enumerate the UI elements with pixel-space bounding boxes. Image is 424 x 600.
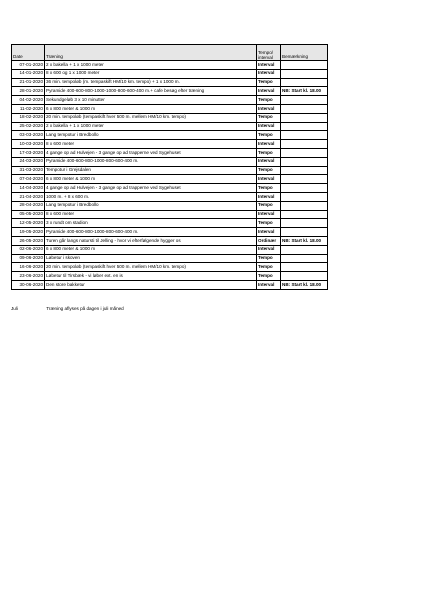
cell-note	[281, 157, 328, 166]
cell-training: 2 x bakella + 1 x 1000 meter	[45, 61, 257, 70]
cell-note	[281, 210, 328, 219]
cell-date: 21-01-2020	[12, 78, 45, 87]
footer-text: Træning aflyses på dagen i juli måned	[46, 306, 124, 311]
table-row	[12, 254, 328, 263]
cell-type: Tempo	[257, 184, 281, 193]
footer-note	[11, 306, 331, 311]
cell-type: Tempo	[257, 272, 281, 281]
cell-type: Interval	[257, 157, 281, 166]
cell-type: Interval	[257, 175, 281, 184]
table-row	[12, 272, 328, 281]
footer-month: Juli	[11, 306, 18, 311]
cell-note	[281, 192, 328, 201]
cell-date: 03-03-2020	[12, 131, 45, 140]
cell-training: 3 x rundt om stadion	[45, 219, 257, 228]
cell-date: 19-05-2020	[12, 228, 45, 237]
header-type: Tempo/ interval	[257, 45, 281, 61]
cell-training: 8 x 600 meter	[45, 140, 257, 149]
cell-training: 2 x bakella + 1 x 1000 meter	[45, 122, 257, 131]
cell-note	[281, 201, 328, 210]
cell-date: 14-01-2020	[12, 69, 45, 78]
table-body	[12, 61, 328, 290]
cell-note	[281, 131, 328, 140]
cell-date: 07-04-2020	[12, 175, 45, 184]
cell-training: 6 x 800 meter & 1000 m	[45, 245, 257, 254]
cell-training: 4 gange op ad Hulvejen - 3 gange op ad trapperne ved Sygehuset	[45, 148, 257, 157]
cell-training: Pyramide 400-600-800-1000-800-600-400 m.	[45, 228, 257, 237]
cell-training: 1000 m. + 8 x 600 m.	[45, 192, 257, 201]
cell-type: Ordinær	[257, 236, 281, 245]
cell-note	[281, 140, 328, 149]
cell-date: 05-05-2020	[12, 210, 45, 219]
cell-type: Interval	[257, 122, 281, 131]
cell-training: 8 x 600 og 1 x 1000 meter	[45, 69, 257, 78]
cell-type: Tempo	[257, 166, 281, 175]
cell-date: 25-02-2020	[12, 122, 45, 131]
table-row	[12, 280, 328, 289]
cell-date: 30-06-2020	[12, 280, 45, 289]
cell-date: 10-03-2020	[12, 140, 45, 149]
cell-type: Tempo	[257, 219, 281, 228]
cell-training: 8 x 600 meter	[45, 210, 257, 219]
cell-note: NB: Start kl. 18.00	[281, 236, 328, 245]
cell-note: NB: Start kl. 18.00	[281, 280, 328, 289]
cell-training: 6 x 800 meter & 1000 m	[45, 104, 257, 113]
cell-type: Interval	[257, 280, 281, 289]
header-row	[12, 45, 328, 61]
cell-note	[281, 184, 328, 193]
cell-type: Tempo	[257, 113, 281, 122]
table-row	[12, 192, 328, 201]
cell-date: 07-01-2020	[12, 61, 45, 70]
cell-type: Interval	[257, 192, 281, 201]
table-row	[12, 61, 328, 70]
table-row	[12, 122, 328, 131]
cell-note	[281, 104, 328, 113]
cell-type: Interval	[257, 210, 281, 219]
cell-note	[281, 219, 328, 228]
cell-date: 09-06-2020	[12, 254, 45, 263]
cell-training: 20 min. tempoløb (tempaskift hver 500 m. mellem HM/10 km. tempo)	[45, 263, 257, 272]
cell-note	[281, 175, 328, 184]
cell-date: 21-04-2020	[12, 192, 45, 201]
cell-type: Interval	[257, 69, 281, 78]
cell-date: 04-02-2020	[12, 96, 45, 105]
table-row	[12, 201, 328, 210]
cell-note	[281, 69, 328, 78]
cell-note: NB: Start kl. 18.00	[281, 87, 328, 96]
cell-training: Løbetur i skoven	[45, 254, 257, 263]
cell-note	[281, 61, 328, 70]
cell-type: Tempo	[257, 263, 281, 272]
header-note: Bemærkning	[281, 45, 328, 61]
cell-type: Tempo	[257, 148, 281, 157]
cell-training: 4 gange op ad Hulvejen - 3 gange op ad trapperne ved Sygehuset	[45, 184, 257, 193]
table-row	[12, 87, 328, 96]
cell-training: Lang tempotur i Bredbollo	[45, 201, 257, 210]
cell-date: 24-03-2020	[12, 157, 45, 166]
cell-date: 28-04-2020	[12, 201, 45, 210]
cell-training: Sekundgeløb 3 x 10 minutter	[45, 96, 257, 105]
cell-note	[281, 263, 328, 272]
table-row	[12, 113, 328, 122]
cell-note	[281, 122, 328, 131]
table-row	[12, 228, 328, 237]
table-row	[12, 245, 328, 254]
table-row	[12, 104, 328, 113]
cell-note	[281, 148, 328, 157]
table-row	[12, 140, 328, 149]
cell-type: Interval	[257, 245, 281, 254]
cell-training: 36 min. tempoløb (m. tempaskift HM/10 km. tempo) + 1 x 1000 m.	[45, 78, 257, 87]
cell-type: Tempo	[257, 78, 281, 87]
table-row	[12, 263, 328, 272]
cell-date: 26-05-2020	[12, 236, 45, 245]
cell-note	[281, 245, 328, 254]
cell-type: Tempo	[257, 254, 281, 263]
table-row	[12, 157, 328, 166]
cell-training: Den store bakketur	[45, 280, 257, 289]
cell-date: 12-05-2020	[12, 219, 45, 228]
cell-type: Tempo	[257, 201, 281, 210]
table-row	[12, 175, 328, 184]
cell-type: Interval	[257, 104, 281, 113]
table-row	[12, 166, 328, 175]
cell-note	[281, 228, 328, 237]
cell-training: Tempotur i Grejsdalen	[45, 166, 257, 175]
cell-note	[281, 96, 328, 105]
cell-date: 02-06-2020	[12, 245, 45, 254]
cell-date: 11-02-2020	[12, 104, 45, 113]
training-schedule-table	[11, 44, 328, 290]
cell-training: Lang tempotur i Bredbollo	[45, 131, 257, 140]
cell-type: Interval	[257, 228, 281, 237]
cell-type: Interval	[257, 61, 281, 70]
cell-note	[281, 272, 328, 281]
cell-note	[281, 78, 328, 87]
table-row	[12, 236, 328, 245]
cell-date: 16-06-2020	[12, 263, 45, 272]
cell-note	[281, 254, 328, 263]
table-row	[12, 184, 328, 193]
cell-training: 6 x 800 meter & 1000 m	[45, 175, 257, 184]
table-row	[12, 219, 328, 228]
cell-type: Interval	[257, 87, 281, 96]
table-row	[12, 131, 328, 140]
cell-date: 23-06-2020	[12, 272, 45, 281]
cell-date: 31-03-2020	[12, 166, 45, 175]
cell-training: Pyramide 400-600-800-1000-1000-800-600-400 m.+ cafe besøg efter træning	[45, 87, 257, 96]
table-row	[12, 210, 328, 219]
table-row	[12, 78, 328, 87]
cell-date: 28-01-2020	[12, 87, 45, 96]
cell-training: Pyramide 400-600-800-1000-800-600-400 m.	[45, 157, 257, 166]
cell-date: 18-02-2020	[12, 113, 45, 122]
cell-training: Løbetur til Tirsbæk - vi løber ext. en is	[45, 272, 257, 281]
cell-type: Tempo	[257, 96, 281, 105]
cell-training: 20 min. tempoløb (tempaskift hver 500 m. mellem HM/10 km. tempo)	[45, 113, 257, 122]
cell-date: 14-04-2020	[12, 184, 45, 193]
cell-note	[281, 113, 328, 122]
cell-note	[281, 166, 328, 175]
table-row	[12, 148, 328, 157]
table-row	[12, 96, 328, 105]
cell-training: Turen går langs natursti til Jelling - hvor vi efterfølgende hygger os	[45, 236, 257, 245]
table-row	[12, 69, 328, 78]
cell-date: 17-03-2020	[12, 148, 45, 157]
cell-type: Interval	[257, 140, 281, 149]
header-training: Træning	[45, 45, 257, 61]
header-date: Date	[12, 45, 45, 61]
cell-type: Tempo	[257, 131, 281, 140]
